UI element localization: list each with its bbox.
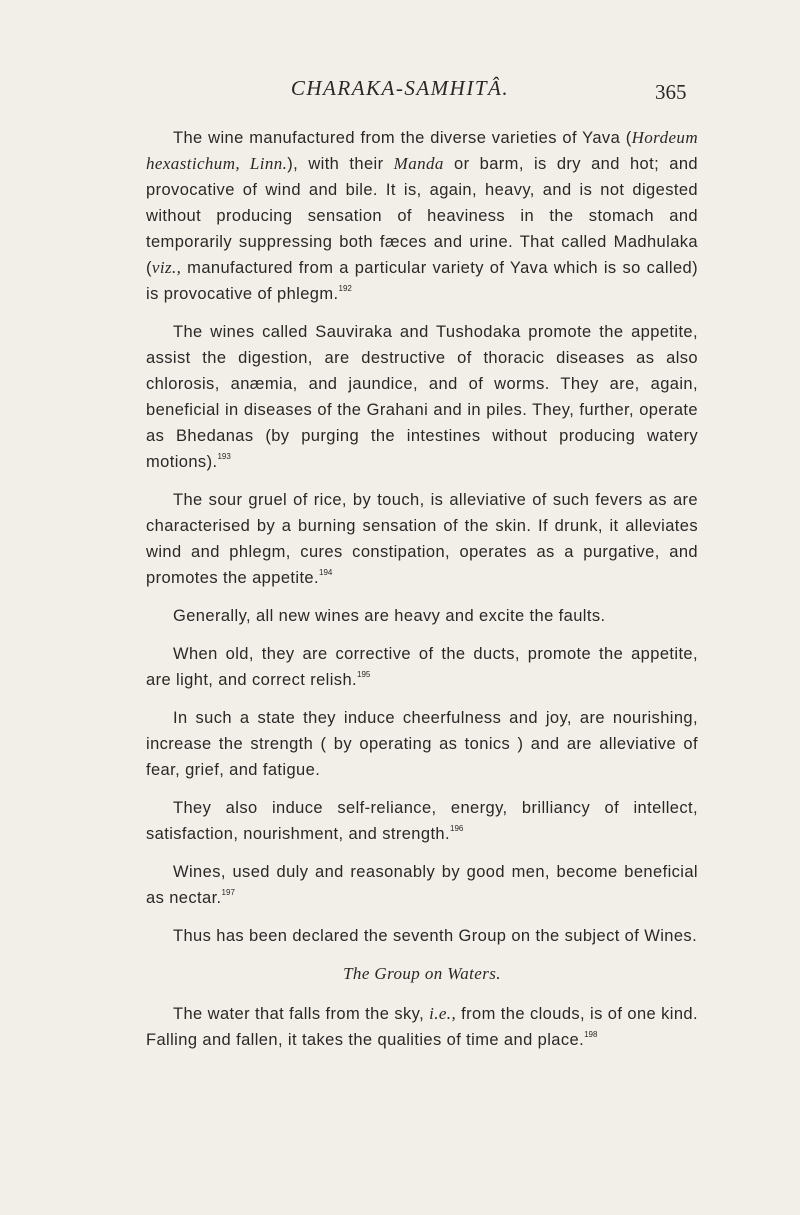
paragraph <box>146 705 698 783</box>
paragraph <box>146 923 698 949</box>
italic-text: The Group on Waters. <box>343 964 501 983</box>
paragraph <box>146 487 698 591</box>
body-text <box>146 125 698 1065</box>
paragraph <box>146 641 698 693</box>
running-head <box>0 76 800 106</box>
section-heading <box>146 961 698 987</box>
paragraph <box>146 319 698 475</box>
paragraph <box>146 603 698 629</box>
text-run: The water that falls from the sky, <box>173 1005 430 1023</box>
text-run: They also induce self-reliance, energy, brilliancy of intellect, satisfaction, nourishment, and strength. <box>146 799 698 843</box>
text-run: Thus has been declared the seventh Group on the subject of Wines. <box>173 927 698 945</box>
paragraph <box>146 859 698 911</box>
footnote-ref: 192 <box>338 284 352 293</box>
footnote-ref: 196 <box>450 824 464 833</box>
italic-text: Manda <box>393 154 444 173</box>
text-run: from the clouds, is of one kind. Falling and fallen, it takes the qualities of time and place. <box>146 1005 698 1049</box>
paragraph <box>146 125 698 307</box>
footnote-ref: 194 <box>319 568 333 577</box>
text-run: Generally, all new wines are heavy and excite the faults. <box>173 607 606 625</box>
text-run: ), with their <box>287 155 394 173</box>
paragraph <box>146 795 698 847</box>
text-run: The sour gruel of rice, by touch, is alleviative of such fevers as are characterised by a burning sensation of the skin. If drunk, it alleviates wind and phlegm, cures constipation, operates as a purgative, and promotes the appetite. <box>146 491 698 587</box>
italic-text: viz., <box>151 258 182 277</box>
footnote-ref: 193 <box>217 452 231 461</box>
text-run: Wines, used duly and reasonably by good men, become beneficial as nectar. <box>146 863 698 907</box>
paragraph <box>146 1001 698 1053</box>
text-run: The wines called Sauviraka and Tushodaka promote the appetite, assist the digestion, are destructive of thoracic diseases as also chlorosis, anæmia, and jaundice, and of worms. They are, again, beneficial in diseases of the Grahani and in piles. They, further, operate as Bhedanas (by purging the intestines without producing watery motions). <box>146 323 698 471</box>
text-run: manufactured from a particular variety of Yava which is so called) is provocative of phlegm. <box>146 259 698 303</box>
footnote-ref: 195 <box>357 670 371 679</box>
text-run: When old, they are corrective of the ducts, promote the appetite, are light, and correct relish. <box>146 645 698 689</box>
italic-text: Hordeum hexastichum, Linn. <box>146 128 698 173</box>
italic-text: i.e., <box>429 1004 457 1023</box>
footnote-ref: 197 <box>221 888 235 897</box>
text-run: In such a state they induce cheerfulness and joy, are nourishing, increase the strength ( by operating as tonics ) and are alleviative of fear, grief, and fatigue. <box>146 709 698 779</box>
text-run: or barm, is dry and hot; and provocative of wind and bile. It is, again, heavy, and is not digested without producing sensation of heaviness in the stomach and temporarily suppressing both fæces and urine. That called Madhulaka ( <box>146 155 698 277</box>
footnote-ref: 198 <box>584 1030 598 1039</box>
text-run: The wine manufactured from the diverse varieties of Yava ( <box>173 129 632 147</box>
page-number: 365 <box>655 80 687 104</box>
running-title: CHARAKA-SAMHITÂ. <box>290 76 510 100</box>
